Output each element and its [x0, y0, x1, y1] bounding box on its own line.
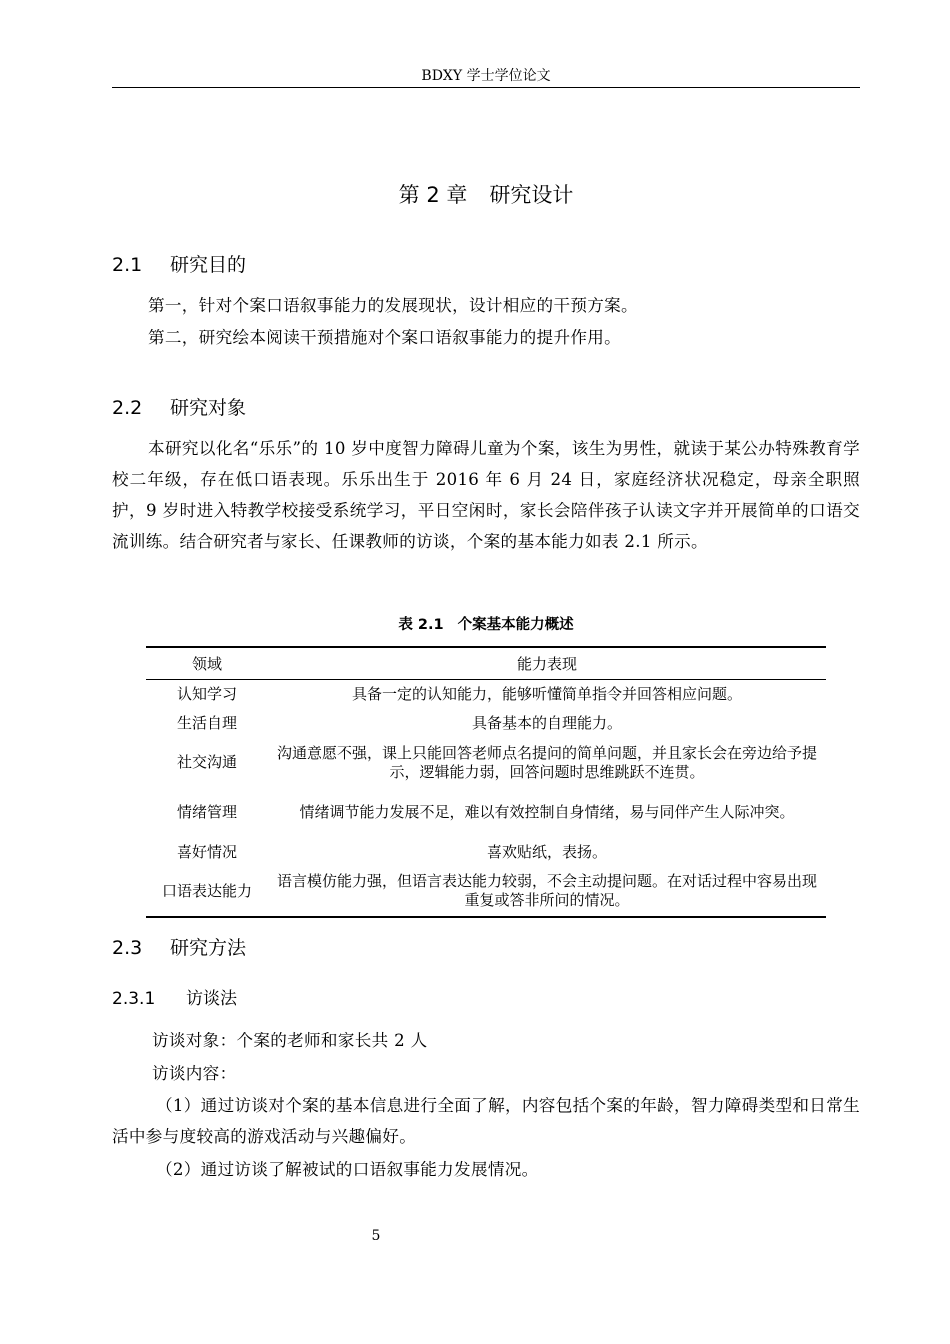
table-row [146, 738, 826, 788]
section-title: 研究目的 [170, 254, 247, 276]
interview-content-label: 访谈内容： [152, 1064, 237, 1083]
domain-cell: 认知学习 [176, 684, 237, 703]
purpose-paragraph-1: 第一，针对个案口语叙事能力的发展现状，设计相应的干预方案。 [148, 296, 638, 315]
table-row [146, 709, 826, 738]
section-title: 访谈法 [186, 989, 237, 1009]
domain-cell: 情绪管理 [176, 803, 237, 821]
interview-item-2: （2）通过访谈了解被试的口语叙事能力发展情况。 [156, 1160, 539, 1179]
performance-cell: 语言模仿能力强，但语言表达能力较弱，不会主动提问题。在对话过程中容易出现重复或答非所问的情况。 [268, 867, 826, 917]
performance-cell: 喜欢贴纸，表扬。 [486, 842, 607, 861]
table-caption-title: 个案基本能力概述 [457, 617, 574, 633]
chapter-title [112, 180, 860, 210]
interview-item-1: （1）通过访谈对个案的基本信息进行全面了解，内容包括个案的年龄，智力障碍类型和日常生活中参与度较高的游戏活动与兴趣偏好。 [112, 1096, 860, 1146]
chapter-name: 研究设计 [489, 183, 574, 207]
domain-cell: 社交沟通 [176, 753, 237, 771]
table-row [146, 680, 826, 709]
table-caption [146, 615, 826, 635]
domain-cell: 喜好情况 [176, 842, 237, 861]
table-row [146, 838, 826, 867]
section-heading-2-2 [112, 395, 246, 421]
section-number: 2.2 [112, 397, 143, 419]
performance-cell: 沟通意愿不强，课上只能回答老师点名提问的简单问题，并且家长会在旁边给予提示，逻辑能力弱，回答问题时思维跳跃不连贯。 [276, 743, 817, 781]
page-number: 5 [371, 1228, 381, 1244]
table-row [146, 788, 826, 838]
performance-cell: 具备基本的自理能力。 [471, 713, 622, 732]
section-heading-2-1 [112, 252, 246, 278]
header-rule [112, 87, 860, 88]
table-caption-number: 表 2.1 [398, 617, 444, 633]
ability-table [146, 646, 826, 918]
interview-subjects: 访谈对象：个案的老师和家长共 2 人 [152, 1031, 428, 1050]
section-title: 研究方法 [170, 937, 247, 959]
purpose-paragraph-2: 第二，研究绘本阅读干预措施对个案口语叙事能力的提升作用。 [148, 328, 622, 347]
column-header-domain: 领域 [146, 647, 268, 680]
domain-cell: 口语表达能力 [146, 867, 268, 917]
subject-paragraph: 本研究以化名“乐乐”的 10 岁中度智力障碍儿童为个案，该生为男性，就读于某公办特殊教育学校二年级，存在低口语表现。乐乐出生于 2016 年 6 月 24 日，家庭经济状况稳定，母亲全职照护，9 岁时进入特教学校接受系统学习，平日空闲时，家长会陪伴孩子认读文字并开展简单的口语交流训练。结合研究者与家长、任课教师的访谈，个案的基本能力如表 2.1 所示。 [112, 439, 860, 551]
section-title: 研究对象 [170, 397, 247, 419]
chapter-number: 第 2 章 [398, 183, 468, 207]
performance-cell: 情绪调节能力发展不足，难以有效控制自身情绪，易与同伴产生人际冲突。 [299, 803, 795, 821]
domain-cell: 生活自理 [176, 713, 237, 732]
table-header-row [146, 647, 826, 680]
column-header-performance: 能力表现 [268, 647, 826, 680]
section-heading-2-3 [112, 935, 246, 961]
section-number: 2.1 [112, 254, 143, 276]
section-heading-2-3-1 [112, 986, 237, 1012]
page-header: BDXY 学士学位论文 [421, 68, 551, 84]
performance-cell: 具备一定的认知能力，能够听懂简单指令并回答相应问题。 [351, 684, 742, 703]
section-number: 2.3.1 [112, 989, 156, 1009]
section-number: 2.3 [112, 937, 143, 959]
table-row [146, 867, 826, 917]
